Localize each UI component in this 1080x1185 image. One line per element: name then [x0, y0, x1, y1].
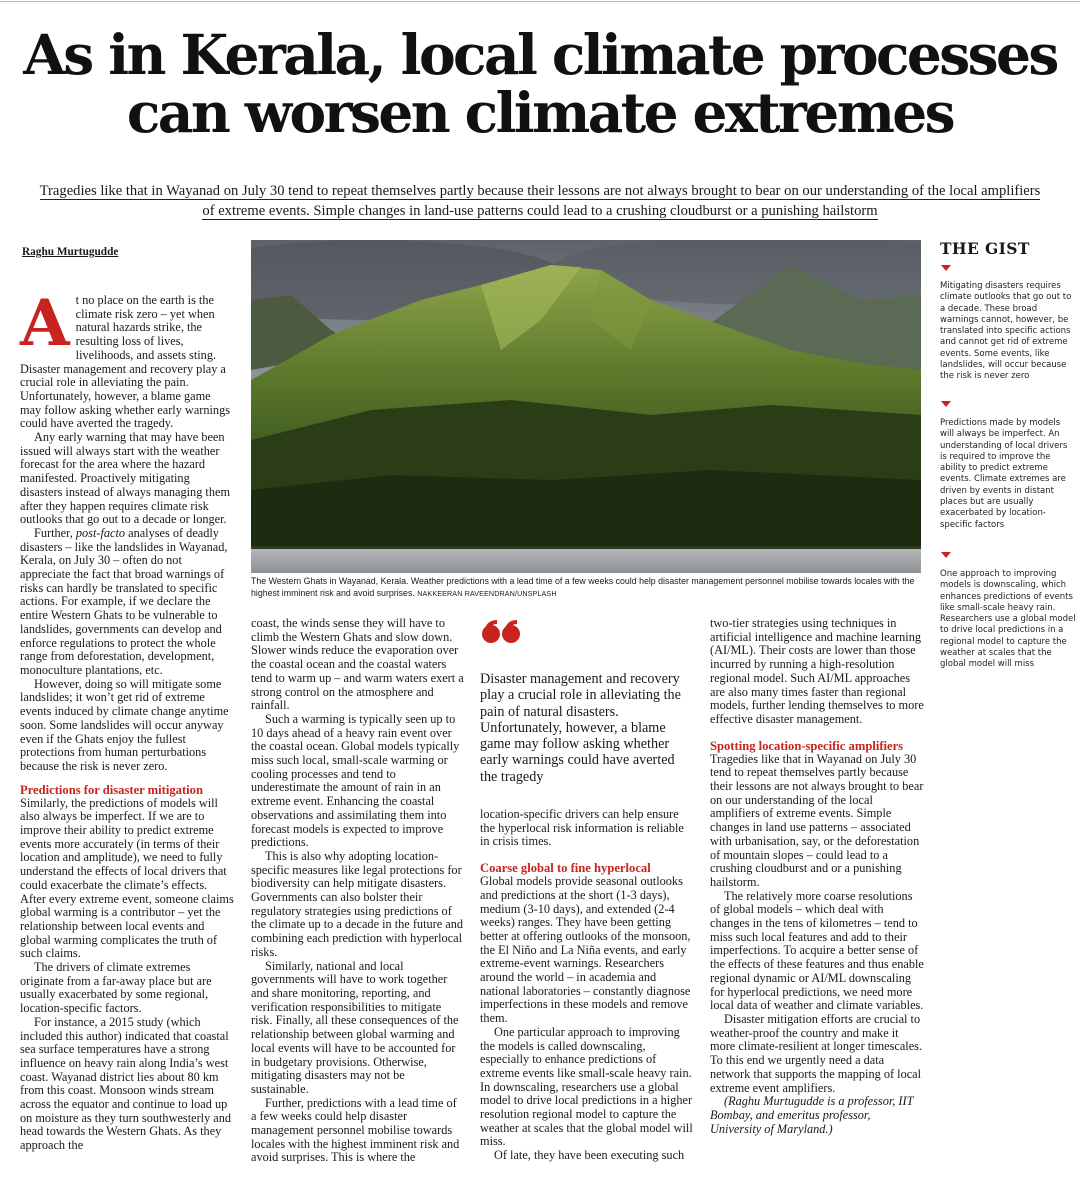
- article-column-4: [710, 617, 924, 1136]
- headline-line-1: As in Kerala, local climate processes: [23, 22, 1057, 87]
- subhead-predictions: Predictions for disaster mitigation: [20, 782, 203, 797]
- gist-bullet-icon: [941, 552, 951, 558]
- paragraph: Similarly, national and local governments will have to work together and share monitoring, reporting, and verification responsibilities to mitigate risk. Finally, all these consequences of the relationship between global warming and local events will have to be accounted for in budgetary provisions. Otherwise, mitigating disasters may not be sustainable.: [251, 958, 459, 1096]
- emphasis: post-facto: [75, 525, 126, 540]
- gist-item-3: One approach to improving models is downscaling, which enhances predictions of events like small-scale heavy rain. Researchers use a global model to drive local predictions in a regional model to capture the weather at scales that the global model will miss: [940, 569, 1076, 670]
- paragraph: For instance, a 2015 study (which included this author) indicated that coastal sea surface temperatures have a strong influence on heavy rain along India’s west coast. Wayanad district lies about 80 km from this coast. Monsoon winds stream across the equator and continue to load up on moisture as they turn southwesterly and head towards the Western Ghats. As they approach the: [20, 1014, 232, 1153]
- gist-item-1: Mitigating disasters requires climate outlooks that go out to a decade. These broad warnings cannot, however, be translated into specific actions and cannot get rid of extreme events. Some events, like landslides, will occur because the risk is never zero: [940, 281, 1072, 382]
- western-ghats-photo: [251, 240, 921, 573]
- headline-line-2: can worsen climate extremes: [126, 80, 954, 145]
- headline: [20, 22, 1060, 145]
- subhead-spotting-amplifiers: Spotting location-specific amplifiers: [710, 738, 904, 753]
- paragraph: Further, post-facto analyses of deadly disasters – like the landslides in Wayanad, Kerala, on July 30 – often do not appreciate the fact that broad warnings of risks can hardly be translated to specific actions. For example, if we declare the entire Western Ghats to be vulnerable to landslides, governments can develop and enforce regulations to protect the whole range from deforestation, development, monoculture plantations, etc.: [20, 525, 228, 677]
- paragraph: Global models provide seasonal outlooks and predictions at the short (1-3 days), medium (3-10 days), and extended (2-4 weeks) ranges. They have been getting better at offering outlooks of the monsoon, the El Niño and La Niña events, and early extreme-event warnings. Researchers around the world – in academia and national laboratories – constantly diagnose imperfections in these models and remove them.: [480, 874, 691, 1026]
- quote-marks-graphic: [481, 618, 523, 646]
- paragraph: Any early warning that may have been issued will always start with the weather forecast for the area where the hazard manifested. Proactively mitigating disasters instead of always managing them after they happen requires climate risk outlooks that go out to a decade or longer.: [20, 430, 231, 527]
- photo-illustration: [251, 240, 921, 573]
- paragraph: Tragedies like that in Wayanad on July 30 tend to repeat themselves partly because their lessons are not always brought to bear on our understanding of the local amplifiers of extreme events. Simple changes in land use patterns – associated with urbanisation, say, or the deforestation of mountain slopes – could lead to a crushing cloudburst and or a punishing hailstorm.: [710, 751, 924, 889]
- paragraph: This is also why adopting location-specific measures like legal protections for biodiversity can help mitigate disasters. Governments can also bolster their regulatory strategies using predictions of the climate up to a decade in the future and combining each prediction with hyperlocal risks.: [251, 848, 464, 959]
- paragraph: However, doing so will mitigate some landslides; it won’t get rid of extreme events induced by climate change anytime soon. Some landslides will occur anyway even if the Ghats enjoy the fullest protections from human perturbations because the risk is never zero.: [20, 676, 229, 773]
- quote-icon: [481, 618, 523, 651]
- gist-item-2: Predictions made by models will always be imperfect. An understanding of local drivers is required to improve the ability to predict extreme events. Climate extremes are driven by events in distant places but are usually exacerbated by location-specific factors: [940, 418, 1068, 530]
- paragraph: One particular approach to improving the models is called downscaling, especially to enhance predictions of extreme events like small-scale heavy rain. In downscaling, researchers use a global model to drive local predictions in a higher resolution regional model to capture the weather at scales that the global model will miss.: [480, 1024, 693, 1149]
- deck-line-1: Tragedies like that in Wayanad on July 30 tend to repeat themselves partly because their lessons are not always brought to bear on our understanding of the local amplifiers: [39, 183, 1041, 199]
- paragraph: Disaster mitigation efforts are crucial to weather-proof the country and make it more climate-resilient at longer timescales. To this end we urgently need a data network that supports the mapping of local extreme event amplifiers.: [710, 1011, 923, 1095]
- pull-quote: Disaster management and recovery play a crucial role in alleviating the pain of natural disasters. Unfortunately, however, a blame game may follow asking whether early warnings could have averted the tragedy: [480, 671, 681, 785]
- paragraph: two-tier strategies using techniques in artificial intelligence and machine learning (AI/ML). Their costs are lower than those incurred by running a high-resolution regional model. Such AI/ML approaches are also many times faster than regional models, further lending themselves to more effective disaster management.: [710, 616, 924, 726]
- drop-cap: A: [20, 286, 70, 361]
- article-column-2: [251, 617, 465, 1165]
- paragraph: The relatively more coarse resolutions of global models – which deal with changes in the tens of kilometres – tend to miss such local features and add to their imperfections. To acquire a better sense of the effects of these features and thus enable regional dynamic or AI/ML downscaling for hyperlocal predictions, we need more local data of weather and climate variables.: [710, 888, 924, 1013]
- photo-caption: [251, 576, 921, 600]
- paragraph: Of late, they have been executing such: [494, 1148, 685, 1163]
- gist-bullet-icon: [941, 265, 951, 271]
- article-column-3: [480, 808, 694, 1163]
- gist-title: THE GIST: [940, 239, 1030, 258]
- author-note: (Raghu Murtugudde is a professor, IIT Bombay, and emeritus professor, University of Maryland.): [710, 1094, 914, 1136]
- caption-text: The Western Ghats in Wayanad, Kerala. Weather predictions with a lead time of a few weeks could help disaster management personnel mobilise towards locales with the highest imminent risk and avoid surprises.: [251, 576, 915, 598]
- gist-bullet-icon: [941, 401, 951, 407]
- byline[interactable]: Raghu Murtugudde: [22, 246, 119, 258]
- paragraph: Further, predictions with a lead time of a few weeks could help disaster management personnel mobilise towards locales with the highest imminent risk and avoid surprises. This is where the: [251, 1095, 460, 1165]
- deck: [20, 181, 1060, 221]
- paragraph: Such a warming is typically seen up to 10 days ahead of a heavy rain event over the coastal ocean. Global models typically miss such local, small-scale warming or cooling processes and tend to underestimate the amount of rain in an extreme event. Enhancing the coastal observations and assimilating them into forecast models is expected to improve predictions.: [251, 711, 460, 850]
- paragraph: The drivers of climate extremes originate from a far-away place but are usually exacerbated by some regional, location-specific factors.: [20, 960, 212, 1016]
- subhead-coarse-global: Coarse global to fine hyperlocal: [480, 861, 651, 876]
- deck-line-2: of extreme events. Simple changes in land-use patterns could lead to a crushing cloudburst or a punishing hailstorm: [202, 203, 878, 219]
- photo-credit: NAKKEERAN RAVEENDRAN/UNSPLASH: [417, 588, 557, 598]
- paragraph: location-specific drivers can help ensure the hyperlocal risk information is reliable in crisis times.: [480, 807, 684, 849]
- paragraph: Similarly, the predictions of models will also always be imperfect. If we are to improve their ability to predict extreme events more accurately (in terms of their location and amplitude), we need to fully understand the effects of local drivers that could exacerbate the climate’s effects. After every extreme event, someone claims global warming is a contributor – yet the relationship between local events and global warming complicates the truth of such claims.: [20, 795, 234, 961]
- article-column-1: [20, 286, 234, 1153]
- paragraph: coast, the winds sense they will have to climb the Western Ghats and slow down. Slower winds reduce the evaporation over the coastal ocean and the coastal waters tend to warm up – and warm waters exert a strong control on the atmosphere and rainfall.: [251, 616, 464, 713]
- top-rule: [0, 1, 1080, 2]
- paragraph: t no place on the earth is the climate risk zero – yet when natural hazards strike, the resulting loss of lives, livelihoods, and assets sting. Disaster management and recovery play a crucial role in alleviating the pain. Unfortunately, however, a blame game may follow asking whether early warnings could have averted the tragedy.: [20, 293, 231, 431]
